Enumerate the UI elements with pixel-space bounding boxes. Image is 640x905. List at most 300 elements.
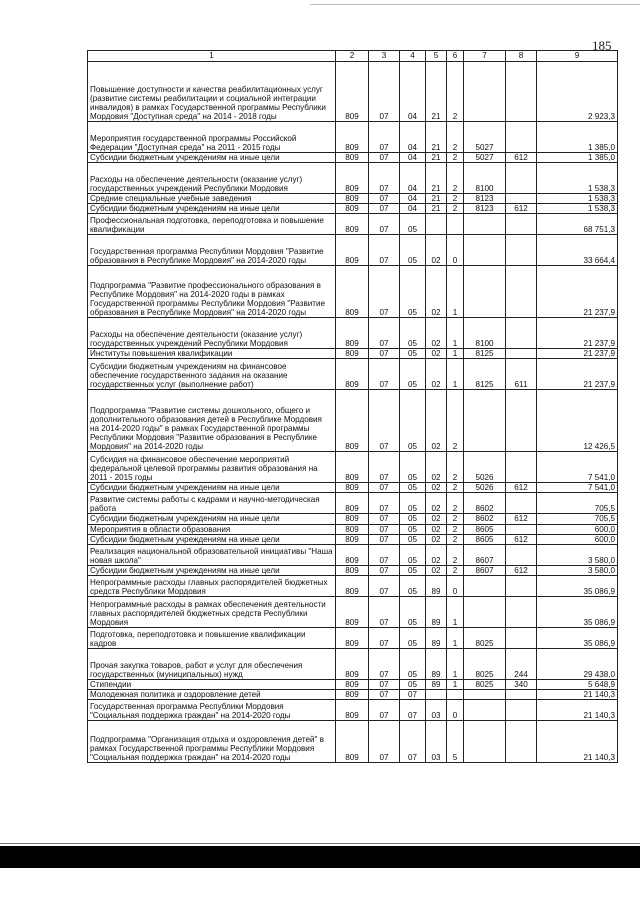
- row-code-2: 809: [336, 194, 369, 204]
- row-name: Государственная программа Республики Мордовия "Развитие образования в Республике Мордовия" на 2014-2020 годы: [88, 235, 336, 266]
- row-code-3: 07: [369, 214, 400, 235]
- row-code-7: 5026: [464, 452, 506, 483]
- row-code-8: [506, 318, 537, 349]
- row-name: Мероприятия в области образования: [88, 524, 336, 534]
- row-code-7: 5027: [464, 153, 506, 163]
- row-code-6: 2: [447, 565, 464, 575]
- row-code-2: 809: [336, 359, 369, 390]
- row-name: Прочая закупка товаров, работ и услуг для обеспечения государственных (муниципальных) нужд: [88, 648, 336, 679]
- row-code-8: [506, 721, 537, 763]
- row-amount: 5 648,9: [537, 679, 618, 689]
- row-amount: 68 751,3: [537, 214, 618, 235]
- table-row: [88, 544, 618, 565]
- row-code-7: 5027: [464, 122, 506, 153]
- row-amount: 1 538,3: [537, 204, 618, 214]
- header-cell-3: 3: [369, 51, 400, 62]
- row-code-8: 611: [506, 359, 537, 390]
- row-code-7: 8123: [464, 194, 506, 204]
- row-code-2: 809: [336, 627, 369, 648]
- row-amount: 33 664,4: [537, 235, 618, 266]
- page-number-text: 185: [592, 38, 612, 53]
- row-code-4: 05: [400, 575, 426, 596]
- table-row: [88, 627, 618, 648]
- row-code-3: 07: [369, 483, 400, 493]
- table-row: [88, 534, 618, 544]
- row-code-2: 809: [336, 349, 369, 359]
- row-code-8: 244: [506, 648, 537, 679]
- row-code-4: 05: [400, 493, 426, 514]
- row-code-3: 07: [369, 204, 400, 214]
- header-cell-5: 5: [426, 51, 447, 62]
- row-code-8: [506, 596, 537, 627]
- row-code-2: 809: [336, 679, 369, 689]
- row-amount: 600,0: [537, 534, 618, 544]
- row-code-6: 2: [447, 194, 464, 204]
- row-code-3: 07: [369, 721, 400, 763]
- row-code-4: 05: [400, 349, 426, 359]
- table-row: [88, 163, 618, 194]
- row-code-6: 0: [447, 575, 464, 596]
- row-code-8: 612: [506, 514, 537, 524]
- row-code-6: 0: [447, 700, 464, 721]
- row-amount: 21 140,3: [537, 689, 618, 699]
- row-name: Субсидии бюджетным учреждениям на финансовое обеспечение государственного задания на оказание государственных услуг (выполнение работ): [88, 359, 336, 390]
- row-code-5: 21: [426, 122, 447, 153]
- row-name: Профессиональная подготовка, переподготовка и повышение квалификации: [88, 214, 336, 235]
- row-code-4: 05: [400, 483, 426, 493]
- row-code-6: 1: [447, 648, 464, 679]
- row-code-3: 07: [369, 596, 400, 627]
- row-amount: 35 086,9: [537, 596, 618, 627]
- row-code-4: 05: [400, 565, 426, 575]
- row-code-3: 07: [369, 689, 400, 699]
- row-amount: 3 580,0: [537, 565, 618, 575]
- row-code-2: 809: [336, 163, 369, 194]
- row-code-4: 05: [400, 452, 426, 483]
- row-name: Молодежная политика и оздоровление детей: [88, 689, 336, 699]
- row-code-8: [506, 524, 537, 534]
- table-row: [88, 194, 618, 204]
- row-code-7: 8125: [464, 349, 506, 359]
- row-name: Подпрограмма "Организация отдыха и оздоровления детей" в рамках Государственной программы Республики Мордовия "Социальная поддержка граждан" на 2014-2020 годы: [88, 721, 336, 763]
- row-name: Реализация национальной образовательной инициативы "Наша новая школа": [88, 544, 336, 565]
- table-row: [88, 266, 618, 318]
- row-amount: 1 538,3: [537, 163, 618, 194]
- row-code-4: 07: [400, 700, 426, 721]
- row-code-3: 07: [369, 565, 400, 575]
- row-code-7: [464, 214, 506, 235]
- row-code-4: 04: [400, 153, 426, 163]
- table-row: [88, 596, 618, 627]
- table-row: [88, 575, 618, 596]
- row-code-5: [426, 689, 447, 699]
- row-code-7: 8607: [464, 544, 506, 565]
- row-code-2: 809: [336, 122, 369, 153]
- row-code-3: 07: [369, 514, 400, 524]
- header-cell-2: 2: [336, 51, 369, 62]
- row-code-5: 02: [426, 349, 447, 359]
- row-code-5: 02: [426, 390, 447, 452]
- row-code-3: 07: [369, 648, 400, 679]
- row-code-7: [464, 596, 506, 627]
- row-code-5: 89: [426, 596, 447, 627]
- row-code-8: [506, 214, 537, 235]
- row-name: Средние специальные учебные заведения: [88, 194, 336, 204]
- row-amount: 1 385,0: [537, 122, 618, 153]
- row-amount: 29 438,0: [537, 648, 618, 679]
- row-name: Развитие системы работы с кадрами и научно-методическая работа: [88, 493, 336, 514]
- row-amount: 1 385,0: [537, 153, 618, 163]
- row-code-5: 89: [426, 679, 447, 689]
- row-code-7: 8100: [464, 163, 506, 194]
- row-code-3: 07: [369, 627, 400, 648]
- row-code-6: 2: [447, 163, 464, 194]
- row-code-5: 02: [426, 524, 447, 534]
- table-row: [88, 493, 618, 514]
- table-row: [88, 214, 618, 235]
- row-name: Субсидии бюджетным учреждениям на иные цели: [88, 565, 336, 575]
- row-code-6: 1: [447, 266, 464, 318]
- row-code-8: [506, 575, 537, 596]
- row-name: Повышение доступности и качества реабилитационных услуг (развитие системы реабилитации и социальной интеграции инвалидов) в рамках Государственной программы Республики Мордовия "Доступная среда" на 2014 - 2018 годы: [88, 62, 336, 122]
- row-code-8: [506, 163, 537, 194]
- table-row: [88, 122, 618, 153]
- table-row: [88, 514, 618, 524]
- row-code-5: 89: [426, 648, 447, 679]
- row-code-4: 05: [400, 679, 426, 689]
- table-row: [88, 235, 618, 266]
- row-code-4: 05: [400, 514, 426, 524]
- scan-edge-line: [0, 843, 640, 844]
- header-cell-4: 4: [400, 51, 426, 62]
- row-name: Подготовка, переподготовка и повышение квалификации кадров: [88, 627, 336, 648]
- row-code-4: 05: [400, 359, 426, 390]
- row-code-5: 21: [426, 62, 447, 122]
- row-code-5: 02: [426, 235, 447, 266]
- row-code-2: 809: [336, 452, 369, 483]
- row-code-2: 809: [336, 565, 369, 575]
- row-code-6: [447, 214, 464, 235]
- row-code-5: 02: [426, 359, 447, 390]
- row-code-7: 8125: [464, 359, 506, 390]
- row-code-8: [506, 266, 537, 318]
- row-code-5: 02: [426, 534, 447, 544]
- row-code-8: [506, 689, 537, 699]
- row-amount: 705,5: [537, 493, 618, 514]
- header-cell-8: 8: [506, 51, 537, 62]
- table-row: [88, 721, 618, 763]
- table-row: [88, 318, 618, 349]
- row-code-5: 02: [426, 493, 447, 514]
- row-code-4: 05: [400, 627, 426, 648]
- row-code-8: [506, 627, 537, 648]
- row-code-4: 04: [400, 62, 426, 122]
- row-code-5: 21: [426, 194, 447, 204]
- row-code-6: 1: [447, 627, 464, 648]
- row-code-4: 05: [400, 524, 426, 534]
- row-code-3: 07: [369, 534, 400, 544]
- row-amount: 3 580,0: [537, 544, 618, 565]
- table-row: [88, 565, 618, 575]
- row-code-6: 2: [447, 62, 464, 122]
- row-code-5: 02: [426, 318, 447, 349]
- row-code-3: 07: [369, 266, 400, 318]
- row-code-3: 07: [369, 153, 400, 163]
- row-code-6: 2: [447, 483, 464, 493]
- row-code-5: 21: [426, 153, 447, 163]
- row-code-2: 809: [336, 544, 369, 565]
- row-code-6: 1: [447, 359, 464, 390]
- budget-table: [87, 50, 618, 763]
- row-code-8: 612: [506, 483, 537, 493]
- row-code-3: 07: [369, 700, 400, 721]
- row-code-2: 809: [336, 575, 369, 596]
- row-amount: 7 541,0: [537, 483, 618, 493]
- row-code-8: [506, 62, 537, 122]
- row-code-7: 8605: [464, 524, 506, 534]
- row-code-7: [464, 721, 506, 763]
- row-code-2: 809: [336, 524, 369, 534]
- row-code-8: 612: [506, 534, 537, 544]
- row-code-5: 21: [426, 204, 447, 214]
- row-code-3: 07: [369, 493, 400, 514]
- row-code-8: [506, 544, 537, 565]
- row-code-7: 8602: [464, 493, 506, 514]
- row-code-6: 5: [447, 721, 464, 763]
- table-row: [88, 524, 618, 534]
- row-code-2: 809: [336, 214, 369, 235]
- row-code-8: 612: [506, 153, 537, 163]
- row-code-3: 07: [369, 163, 400, 194]
- row-code-4: 07: [400, 721, 426, 763]
- row-code-8: 340: [506, 679, 537, 689]
- row-code-4: 05: [400, 544, 426, 565]
- row-amount: 1 538,3: [537, 194, 618, 204]
- row-amount: 21 237,9: [537, 318, 618, 349]
- row-code-6: 2: [447, 390, 464, 452]
- row-name: Институты повышения квалификации: [88, 349, 336, 359]
- table-row: [88, 483, 618, 493]
- row-name: Расходы на обеспечение деятельности (оказание услуг) государственных учреждений Республики Мордовия: [88, 318, 336, 349]
- table-row: [88, 359, 618, 390]
- table-row: [88, 153, 618, 163]
- row-code-5: 02: [426, 452, 447, 483]
- row-code-7: [464, 62, 506, 122]
- row-amount: 705,5: [537, 514, 618, 524]
- table-row: [88, 62, 618, 122]
- row-code-5: 02: [426, 565, 447, 575]
- row-code-8: [506, 122, 537, 153]
- row-name: Субсидии бюджетным учреждениям на иные цели: [88, 514, 336, 524]
- row-code-2: 809: [336, 493, 369, 514]
- row-amount: 21 237,9: [537, 266, 618, 318]
- row-code-7: 8025: [464, 627, 506, 648]
- row-code-7: [464, 266, 506, 318]
- row-code-6: 2: [447, 534, 464, 544]
- table-row: [88, 390, 618, 452]
- row-code-6: 2: [447, 122, 464, 153]
- row-code-4: 05: [400, 390, 426, 452]
- row-code-6: 2: [447, 514, 464, 524]
- row-code-8: [506, 493, 537, 514]
- row-code-2: 809: [336, 648, 369, 679]
- row-name: Субсидии бюджетным учреждениям на иные цели: [88, 534, 336, 544]
- row-code-3: 07: [369, 359, 400, 390]
- row-name: Субсидии бюджетным учреждениям на иные цели: [88, 153, 336, 163]
- row-code-5: 21: [426, 163, 447, 194]
- table-row: [88, 679, 618, 689]
- row-code-2: 809: [336, 514, 369, 524]
- row-code-8: 612: [506, 565, 537, 575]
- row-amount: 21 237,9: [537, 359, 618, 390]
- row-name: Государственная программа Республики Мордовия "Социальная поддержка граждан" на 2014-2020 годы: [88, 700, 336, 721]
- row-code-3: 07: [369, 318, 400, 349]
- row-code-3: 07: [369, 349, 400, 359]
- scan-top-line: [310, 4, 640, 5]
- row-code-6: 1: [447, 596, 464, 627]
- row-code-2: 809: [336, 390, 369, 452]
- row-code-7: 8100: [464, 318, 506, 349]
- row-code-4: 05: [400, 318, 426, 349]
- row-name: Подпрограмма "Развитие профессионального образования в Республике Мордовия" на 2014-2020 годы в рамках Государственной программы Республики Мордовия "Развитие образования в Республике Мордовия" на 2014-2020 годы: [88, 266, 336, 318]
- row-code-8: 612: [506, 204, 537, 214]
- row-amount: 21 237,9: [537, 349, 618, 359]
- table-row: [88, 700, 618, 721]
- row-code-4: 05: [400, 596, 426, 627]
- row-code-2: 809: [336, 235, 369, 266]
- row-name: Подпрограмма "Развитие системы дошкольного, общего и дополнительного образования детей в Республике Мордовия на 2014-2020 годы" в рамках Государственной программы Республики Мордовия "Развитие образования в Республике Мордовия" на 2014-2020 годы: [88, 390, 336, 452]
- row-code-7: 8605: [464, 534, 506, 544]
- row-code-3: 07: [369, 524, 400, 534]
- row-code-5: 02: [426, 544, 447, 565]
- row-code-6: 2: [447, 524, 464, 534]
- table-header-row: [88, 51, 618, 62]
- row-amount: 7 541,0: [537, 452, 618, 483]
- row-amount: 35 086,9: [537, 627, 618, 648]
- table-row: [88, 648, 618, 679]
- row-code-6: 0: [447, 235, 464, 266]
- row-code-6: 1: [447, 318, 464, 349]
- row-code-3: 07: [369, 679, 400, 689]
- row-name: Субсидия на финансовое обеспечение мероприятий федеральной целевой программы развития образования на 2011 - 2015 годы: [88, 452, 336, 483]
- row-code-3: 07: [369, 390, 400, 452]
- row-code-7: [464, 235, 506, 266]
- row-name: Расходы на обеспечение деятельности (оказание услуг) государственных учреждений Республики Мордовия: [88, 163, 336, 194]
- row-amount: 12 426,5: [537, 390, 618, 452]
- row-code-2: 809: [336, 483, 369, 493]
- row-code-4: 05: [400, 648, 426, 679]
- row-code-8: [506, 390, 537, 452]
- row-code-7: [464, 390, 506, 452]
- table-row: [88, 204, 618, 214]
- row-code-6: 1: [447, 679, 464, 689]
- budget-table-body: [88, 51, 618, 763]
- row-code-7: [464, 689, 506, 699]
- table-row: [88, 349, 618, 359]
- row-code-6: 2: [447, 204, 464, 214]
- row-name: Непрограммные расходы главных распорядителей бюджетных средств Республики Мордовия: [88, 575, 336, 596]
- row-code-7: 8123: [464, 204, 506, 214]
- row-code-8: [506, 700, 537, 721]
- row-code-4: 07: [400, 689, 426, 699]
- row-code-5: 02: [426, 266, 447, 318]
- row-code-2: 809: [336, 204, 369, 214]
- row-code-2: 809: [336, 534, 369, 544]
- row-code-5: 02: [426, 483, 447, 493]
- row-code-4: 05: [400, 214, 426, 235]
- row-code-2: 809: [336, 596, 369, 627]
- row-code-7: 8025: [464, 648, 506, 679]
- row-code-4: 04: [400, 163, 426, 194]
- row-code-7: 8607: [464, 565, 506, 575]
- row-code-4: 05: [400, 266, 426, 318]
- row-name: Субсидии бюджетным учреждениям на иные цели: [88, 483, 336, 493]
- row-code-5: 89: [426, 575, 447, 596]
- header-cell-6: 6: [447, 51, 464, 62]
- row-name: Субсидии бюджетным учреждениям на иные цели: [88, 204, 336, 214]
- row-code-7: 8602: [464, 514, 506, 524]
- row-code-8: [506, 452, 537, 483]
- row-code-6: 2: [447, 493, 464, 514]
- row-code-7: 8025: [464, 679, 506, 689]
- row-code-8: [506, 349, 537, 359]
- row-code-2: 809: [336, 266, 369, 318]
- row-code-3: 07: [369, 235, 400, 266]
- row-code-3: 07: [369, 544, 400, 565]
- row-code-3: 07: [369, 62, 400, 122]
- row-code-3: 07: [369, 122, 400, 153]
- row-code-6: [447, 689, 464, 699]
- row-code-5: 89: [426, 627, 447, 648]
- row-name: Стипендии: [88, 679, 336, 689]
- row-amount: 35 086,9: [537, 575, 618, 596]
- row-code-4: 05: [400, 235, 426, 266]
- row-code-8: [506, 194, 537, 204]
- row-code-6: 2: [447, 153, 464, 163]
- row-code-2: 809: [336, 153, 369, 163]
- row-code-8: [506, 235, 537, 266]
- row-code-4: 04: [400, 204, 426, 214]
- row-code-2: 809: [336, 689, 369, 699]
- row-code-3: 07: [369, 452, 400, 483]
- row-code-5: 03: [426, 700, 447, 721]
- row-code-4: 04: [400, 194, 426, 204]
- row-code-7: [464, 575, 506, 596]
- row-name: Мероприятия государственной программы Российской Федерации "Доступная среда" на 2011 - 2015 годы: [88, 122, 336, 153]
- scan-bottom-bar: [0, 846, 640, 868]
- row-code-5: 02: [426, 514, 447, 524]
- row-name: Непрограммные расходы в рамках обеспечения деятельности главных распорядителей бюджетных средств Республики Мордовия: [88, 596, 336, 627]
- row-code-2: 809: [336, 721, 369, 763]
- row-code-2: 809: [336, 62, 369, 122]
- row-code-6: 1: [447, 349, 464, 359]
- row-code-2: 809: [336, 700, 369, 721]
- row-code-2: 809: [336, 318, 369, 349]
- row-code-5: [426, 214, 447, 235]
- header-cell-7: 7: [464, 51, 506, 62]
- row-code-6: 2: [447, 544, 464, 565]
- row-code-7: 5026: [464, 483, 506, 493]
- row-code-7: [464, 700, 506, 721]
- row-amount: 2 923,3: [537, 62, 618, 122]
- row-code-6: 2: [447, 452, 464, 483]
- row-code-5: 03: [426, 721, 447, 763]
- row-amount: 21 140,3: [537, 721, 618, 763]
- row-amount: 21 140,3: [537, 700, 618, 721]
- row-code-4: 04: [400, 122, 426, 153]
- header-cell-9: 9: [537, 51, 618, 62]
- table-row: [88, 452, 618, 483]
